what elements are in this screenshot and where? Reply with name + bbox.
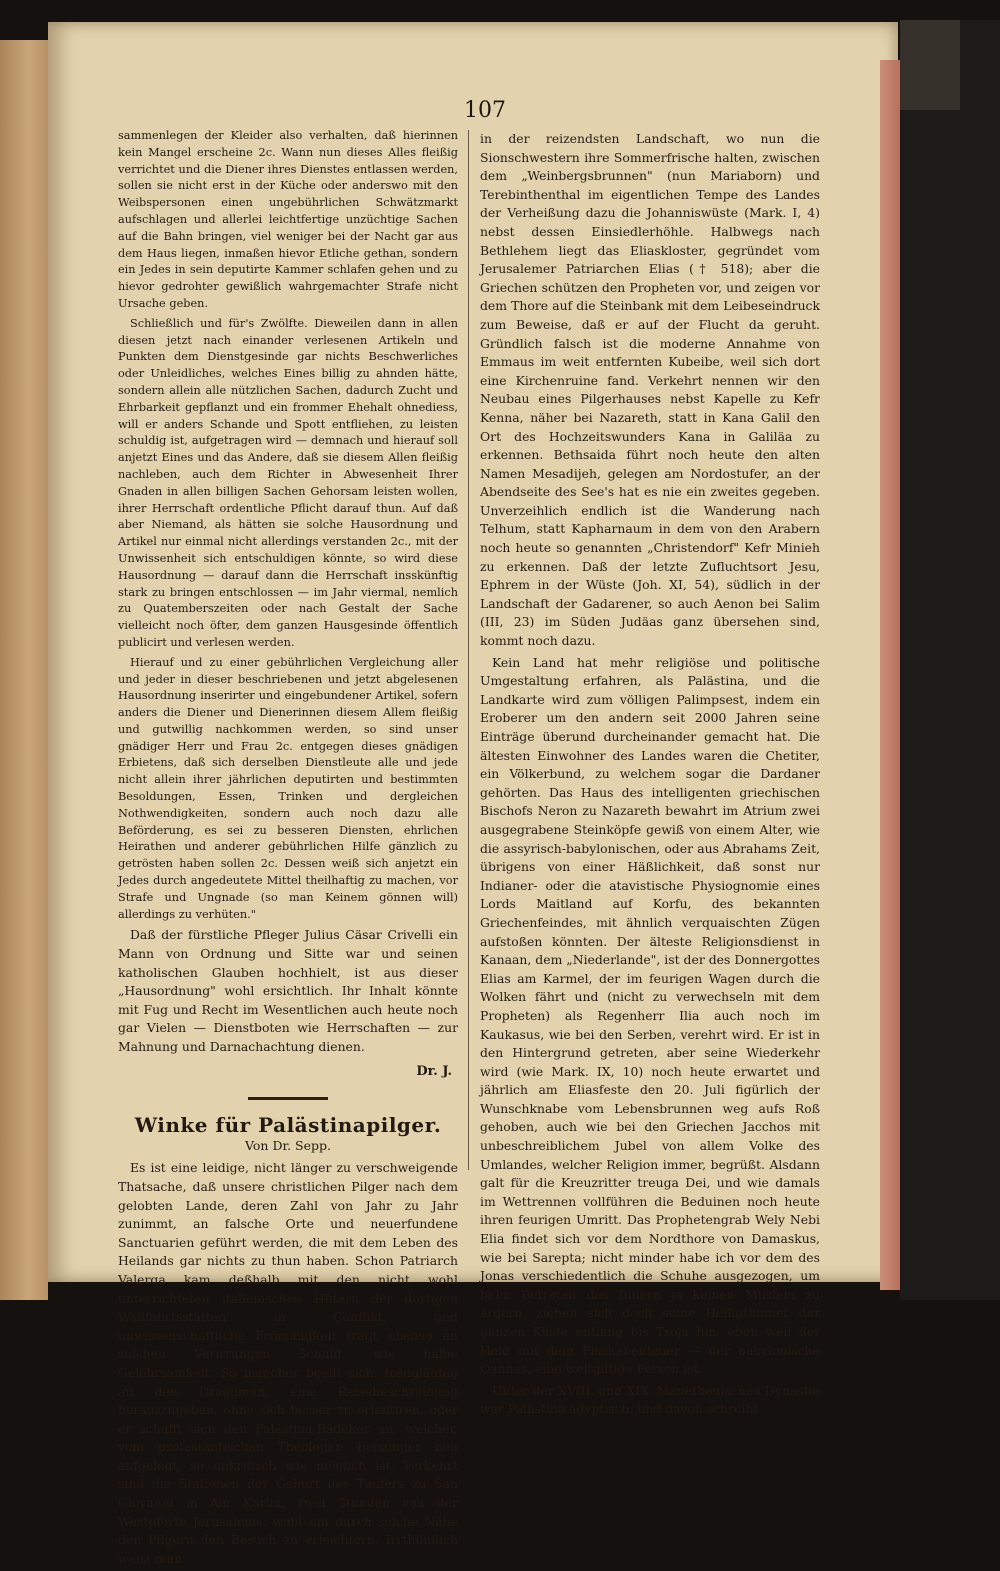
cover-corner <box>900 20 960 110</box>
page-number: 107 <box>464 98 506 123</box>
paragraph: in der reizendsten Landschaft, wo nun die Sionschwestern ihre Sommerfrische halten, zwischen dem „Weinbergsbrunnen" (nun Mariaborn) und Terebinthenthal im eigentlichen Tempe des Landes der Verheißung dazu die Johanniswüste (Mark. I, 4) nebst dessen Einsiedlerhöhle. Halbwegs nach Bethlehem liegt das Eliaskloster, gegründet vom Jerusalemer Patriarchen Elias († 518); aber die Griechen schützen den Propheten vor, und zeigen vor dem Thore auf die Steinbank mit dem Leibeseindruck zum Beweise, daß er auf der Flucht da geruht. Gründlich falsch ist die moderne Annahme von Emmaus im weit entfernten Kubeibe, weil sich dort eine Kirchenruine fand. Verkehrt nennen wir den Neubau eines Pilgerhauses nebst Kapelle zu Kefr Kenna, näher bei Nazareth, statt in Kana Galil den Ort des Hochzeitswunders Kana in Galiläa zu erkennen. Bethsaida führt noch heute den alten Namen Mesadijeh, gelegen am Nordostufer, an der Abendseite des See's hat es nie ein zweites gegeben. Unverzeihlich endlich ist die Wanderung nach Telhum, statt Kapharnaum in dem von den Arabern noch heute so genannten „Christendorf" Kefr Minieh zu erkennen. Daß der letzte Zufluchtsort Jesu, Ephrem in der Wüste (Joh. XI, 54), südlich in der Landschaft der Gadarener, so auch Aenon bei Salim (III, 23) im Süden Judäas ganz übersehen sind, kommt noch dazu. <box>480 131 820 649</box>
article-title: Winke für Palästinapilger. <box>134 1113 442 1138</box>
column-rule <box>468 130 469 1170</box>
book-cover-board <box>900 20 1000 1300</box>
paragraph: Es ist eine leidige, nicht länger zu verschweigende Thatsache, daß unsere christlichen Pilger nach dem gelobten Lande, deren Zahl von Jahr zu Jahr zunimmt, an falsche Orte und neuerfundene Sanctuarien geführt werden, die mit dem Leben des Heilands gar nichts zu thun haben. Schon Patriarch Valerga kam deßhalb mit den nicht wohl unterrichteten italienischen Hütern der dortigen Wallfahrtsstätten in Conflikt, und unwissenschaftliche Frömmigkeit trägt ebenso an solchen Verirrungen Schuld, wie halbe Gelehrsamkeit. So mancher beeilt sich, treugläubig an den Dragoman, eine Reisebeschreibung herauszugeben, ohne sich besser zu orientiren, oder er schafft sich den Palästina-Bädeker an, welcher, vom protestantischen Theologen Benzinger neu aufgelegt, so unkritisch wie möglich ist. Verkehrt sind die Stationen der Geburt des Täufers zu San Giovanni in Ain Karim, zwei Stunden von der Westpforte Jerusalems, wohl um durch solche Nähe den Pilgern den Besuch zu erleichtern. Irrthümlich weist man <box>118 1160 458 1566</box>
paragraph: Daß der fürstliche Pfleger Julius Cäsar Crivelli ein Mann von Ordnung und Sitte war und seinen katholischen Glauben hochhielt, ist aus dieser „Hausordnung" wohl ersichtlich. Ihr Inhalt könnte mit Fug und Recht im Wesentlichen auch heute noch gar Vielen — Dienstboten wie Herrschaften — zur Mahnung und Darnachachtung dienen. <box>118 927 458 1055</box>
paragraph: Schließlich und für's Zwölfte. Dieweilen dann in allen diesen jetzt nach einander verlesenen Artikeln und Punkten dem Dienstgesinde gar nichts Beschwerliches oder Unleidliches, welches Eines billig zu ahnden hätte, sondern allein alle nützlichen Sachen, dadurch Zucht und Ehrbarkeit gepflanzt und ein frommer Ehehalt ohnediess, will er anders Schande und Spott entfliehen, zu leisten schuldig ist, aufgetragen wird — demnach und hierauf soll anjetzt Eines und das Andere, daß sie diesem Allen fleißig nachleben, auch dem Richter in Abwesenheit Ihrer Gnaden in allen billigen Sachen Gehorsam leisten wollen, ihrer Herrschaft ordentliche Pflicht darauf thun. Auf daß aber Niemand, als hätten sie solche Hausordnung und Artikel nur einmal nicht allerdings verstanden 2c., mit der Unwissenheit sich entschuldigen könnte, so wird diese Hausordnung — darauf dann die Herrschaft insskünftig stark zu bringen entschlossen — im Jahr viermal, nemlich zu Quatemberszeiten oder nach Gestalt der Sache vielleicht noch öfter, dem ganzen Hausgesinde öffentlich publicirt und verlesen werden. <box>118 316 458 649</box>
section-divider <box>248 1097 328 1100</box>
paragraph: Hierauf und zu einer gebührlichen Vergleichung aller und jeder in dieser beschriebenen und jetzt abgelesenen Hausordnung inserirter und eingebundener Artikel, sofern anders die Diener und Dienerinnen diesem Allem fleißig und gutwillig nachkommen werden, so sind unser gnädiger Herr und Frau 2c. entgegen dieses gnädigen Erbietens, daß sich derselben Dienstleute alle und jede nicht allein ihrer jährlichen deputirten und bestimmten Besoldungen, Essen, Trinken und dergleichen Nothwendigkeiten, sondern auch noch dazu alle Beförderung, es sei zu besseren Diensten, ehrlichen Heirathen und anderer gebührlichen Hilfe gänzlich zu getrösten haben sollen 2c. Dessen weiß sich anjetzt ein Jedes durch angedeutete Mittel theilhaftig zu machen, vor Strafe und Ungnade (so man Keinem gönnen will) allerdings zu verhüten." <box>118 655 458 921</box>
right-column <box>480 130 820 1422</box>
paragraph: sammenlegen der Kleider also verhalten, daß hierinnen kein Mangel erscheine 2c. Wann nun dieses Alles fleißig verrichtet und die Diener ihres Dienstes entlassen werden, sollen sie nicht erst in der Küche oder anderswo mit den Weibspersonen einen ungebührlichen Schwätzmarkt aufschlagen und allerlei leichtfertige unzüchtige Sachen auf die Bahn bringen, viel weniger bei der Nacht gar aus dem Haus liegen, inmaßen hievor Etliche gethan, sondern ein Jedes in sein deputirte Kammer schlafen gehen und zu hievor gedrohter gewißlich wahrgemachter Strafe nicht Ursache geben. <box>118 129 458 310</box>
paragraph: Kein Land hat mehr religiöse und politische Umgestaltung erfahren, als Palästina, und die Landkarte wird zum völligen Palimpsest, indem ein Eroberer um den andern seit 2000 Jahren seine Einträge überund durcheinander gemacht hat. Die ältesten Einwohner des Landes waren die Chetiter, ein Völkerbund, zu welchem sogar die Dardaner gehörten. Das Haus des intelligenten griechischen Bischofs Neron zu Nazareth bewahrt im Atrium zwei ausgegrabene Steinköpfe gewiß von einem Alter, wie die assyrisch-babylonischen, oder aus Abrahams Zeit, übrigens von einer Häßlichkeit, daß sonst nur Indianer- oder die atavistische Physiognomie eines Lords Maitland auf Korfu, des bekannten Griechenfeindes, mit ähnlich verquaischten Zügen aufstoßen könnten. Der älteste Religionsdienst in Kanaan, dem „Niederlande", ist der des Donnergottes Elias am Karmel, der im feurigen Wagen durch die Wolken fährt und (nicht zu verwechseln mit dem Propheten) als Regenherr Ilia auch noch im Kaukasus, wie bei den Serben, verehrt wird. Er ist in den Hintergrund getreten, aber seine Wiederkehr wird (wie Mark. IX, 10) noch heute erwartet und jährlich am Eliasfeste den 20. Juli figürlich der Wunschknabe vom Lebensbrunnen weg aufs Roß gehoben, auch wie bei den Griechen Jacchos mit unbeschreiblichem Jubel von allem Volke des Umlandes, welcher Religion immer, begrüßt. Alsdann galt für die Kreuzritter treuga Dei, und wie damals im Wettrennen vollführen die Beduinen noch heute ihren feurigen Umritt. Das Prophetengrab Wely Nebi Elia findet sich vor dem Nordthore von Damaskus, wie bei Sarepta; nicht minder habe ich vor dem des Jonas verschiedentlich die Schuhe ausgezogen, um beim Betreten des Innern ja keinen Muslem zu ärgern, ziehen sich doch seine Heiligthümer der ganzen Küste entlang bis Troja hin, eben weil der Held mit dem Fischabenteuer — der babylonische Oannes, eine weltgiltige Person ist. <box>480 654 820 1377</box>
article-byline: Von Dr. Sepp. <box>245 1137 331 1153</box>
page-edge-stack <box>880 60 900 1290</box>
paragraph: Unter der XVIII. und XIX. Manethonischen Dynastie war Palästina ägyptisch, und davon schreibt <box>480 1382 820 1417</box>
left-column <box>118 128 458 1571</box>
author-signature: Dr. J. <box>416 1063 452 1079</box>
facing-page-edge <box>0 40 48 1300</box>
